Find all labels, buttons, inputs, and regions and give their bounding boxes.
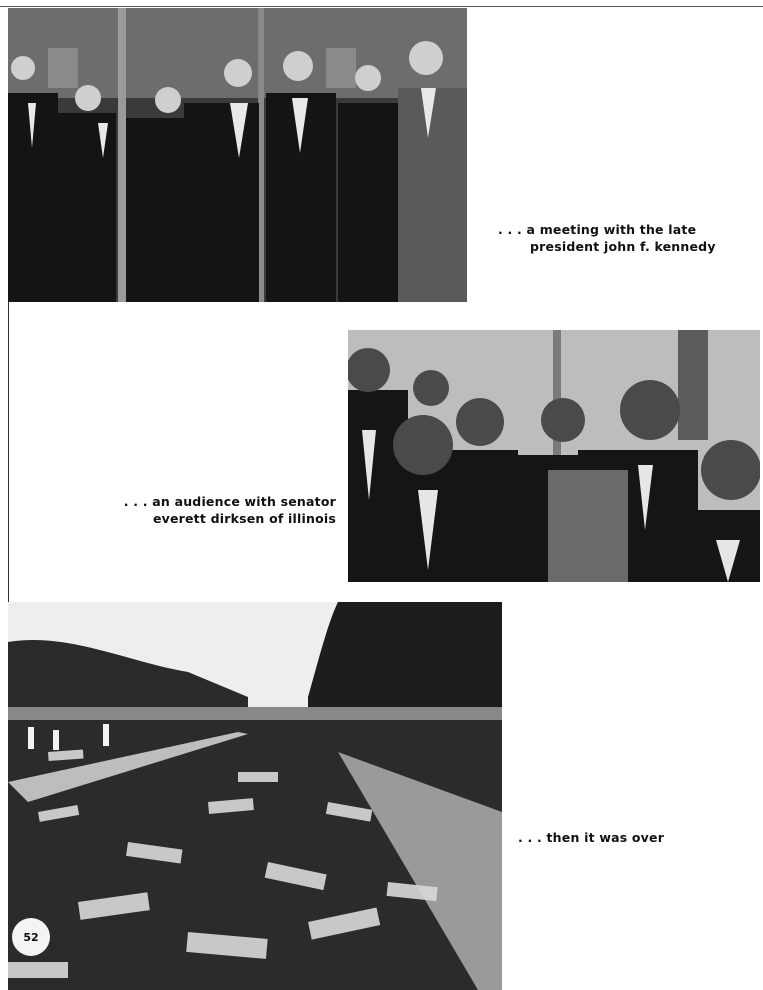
dirksen-caption-line2: everett dirksen of illinois xyxy=(152,511,336,526)
kennedy-caption-line2: president john f. kennedy xyxy=(530,239,716,254)
dirksen-caption xyxy=(100,493,336,527)
aftermath-photo xyxy=(8,602,502,990)
top-rule xyxy=(0,6,763,7)
over-caption-text: . . . then it was over xyxy=(518,830,665,845)
dirksen-caption-line1: . . . an audience with senator xyxy=(123,494,336,509)
page-number: 52 xyxy=(12,918,50,956)
kennedy-caption xyxy=(498,221,716,255)
kennedy-caption-line1: . . . a meeting with the late xyxy=(498,222,697,237)
over-caption xyxy=(518,829,664,846)
kennedy-meeting-photo xyxy=(8,8,467,302)
dirksen-audience-photo xyxy=(348,330,760,582)
